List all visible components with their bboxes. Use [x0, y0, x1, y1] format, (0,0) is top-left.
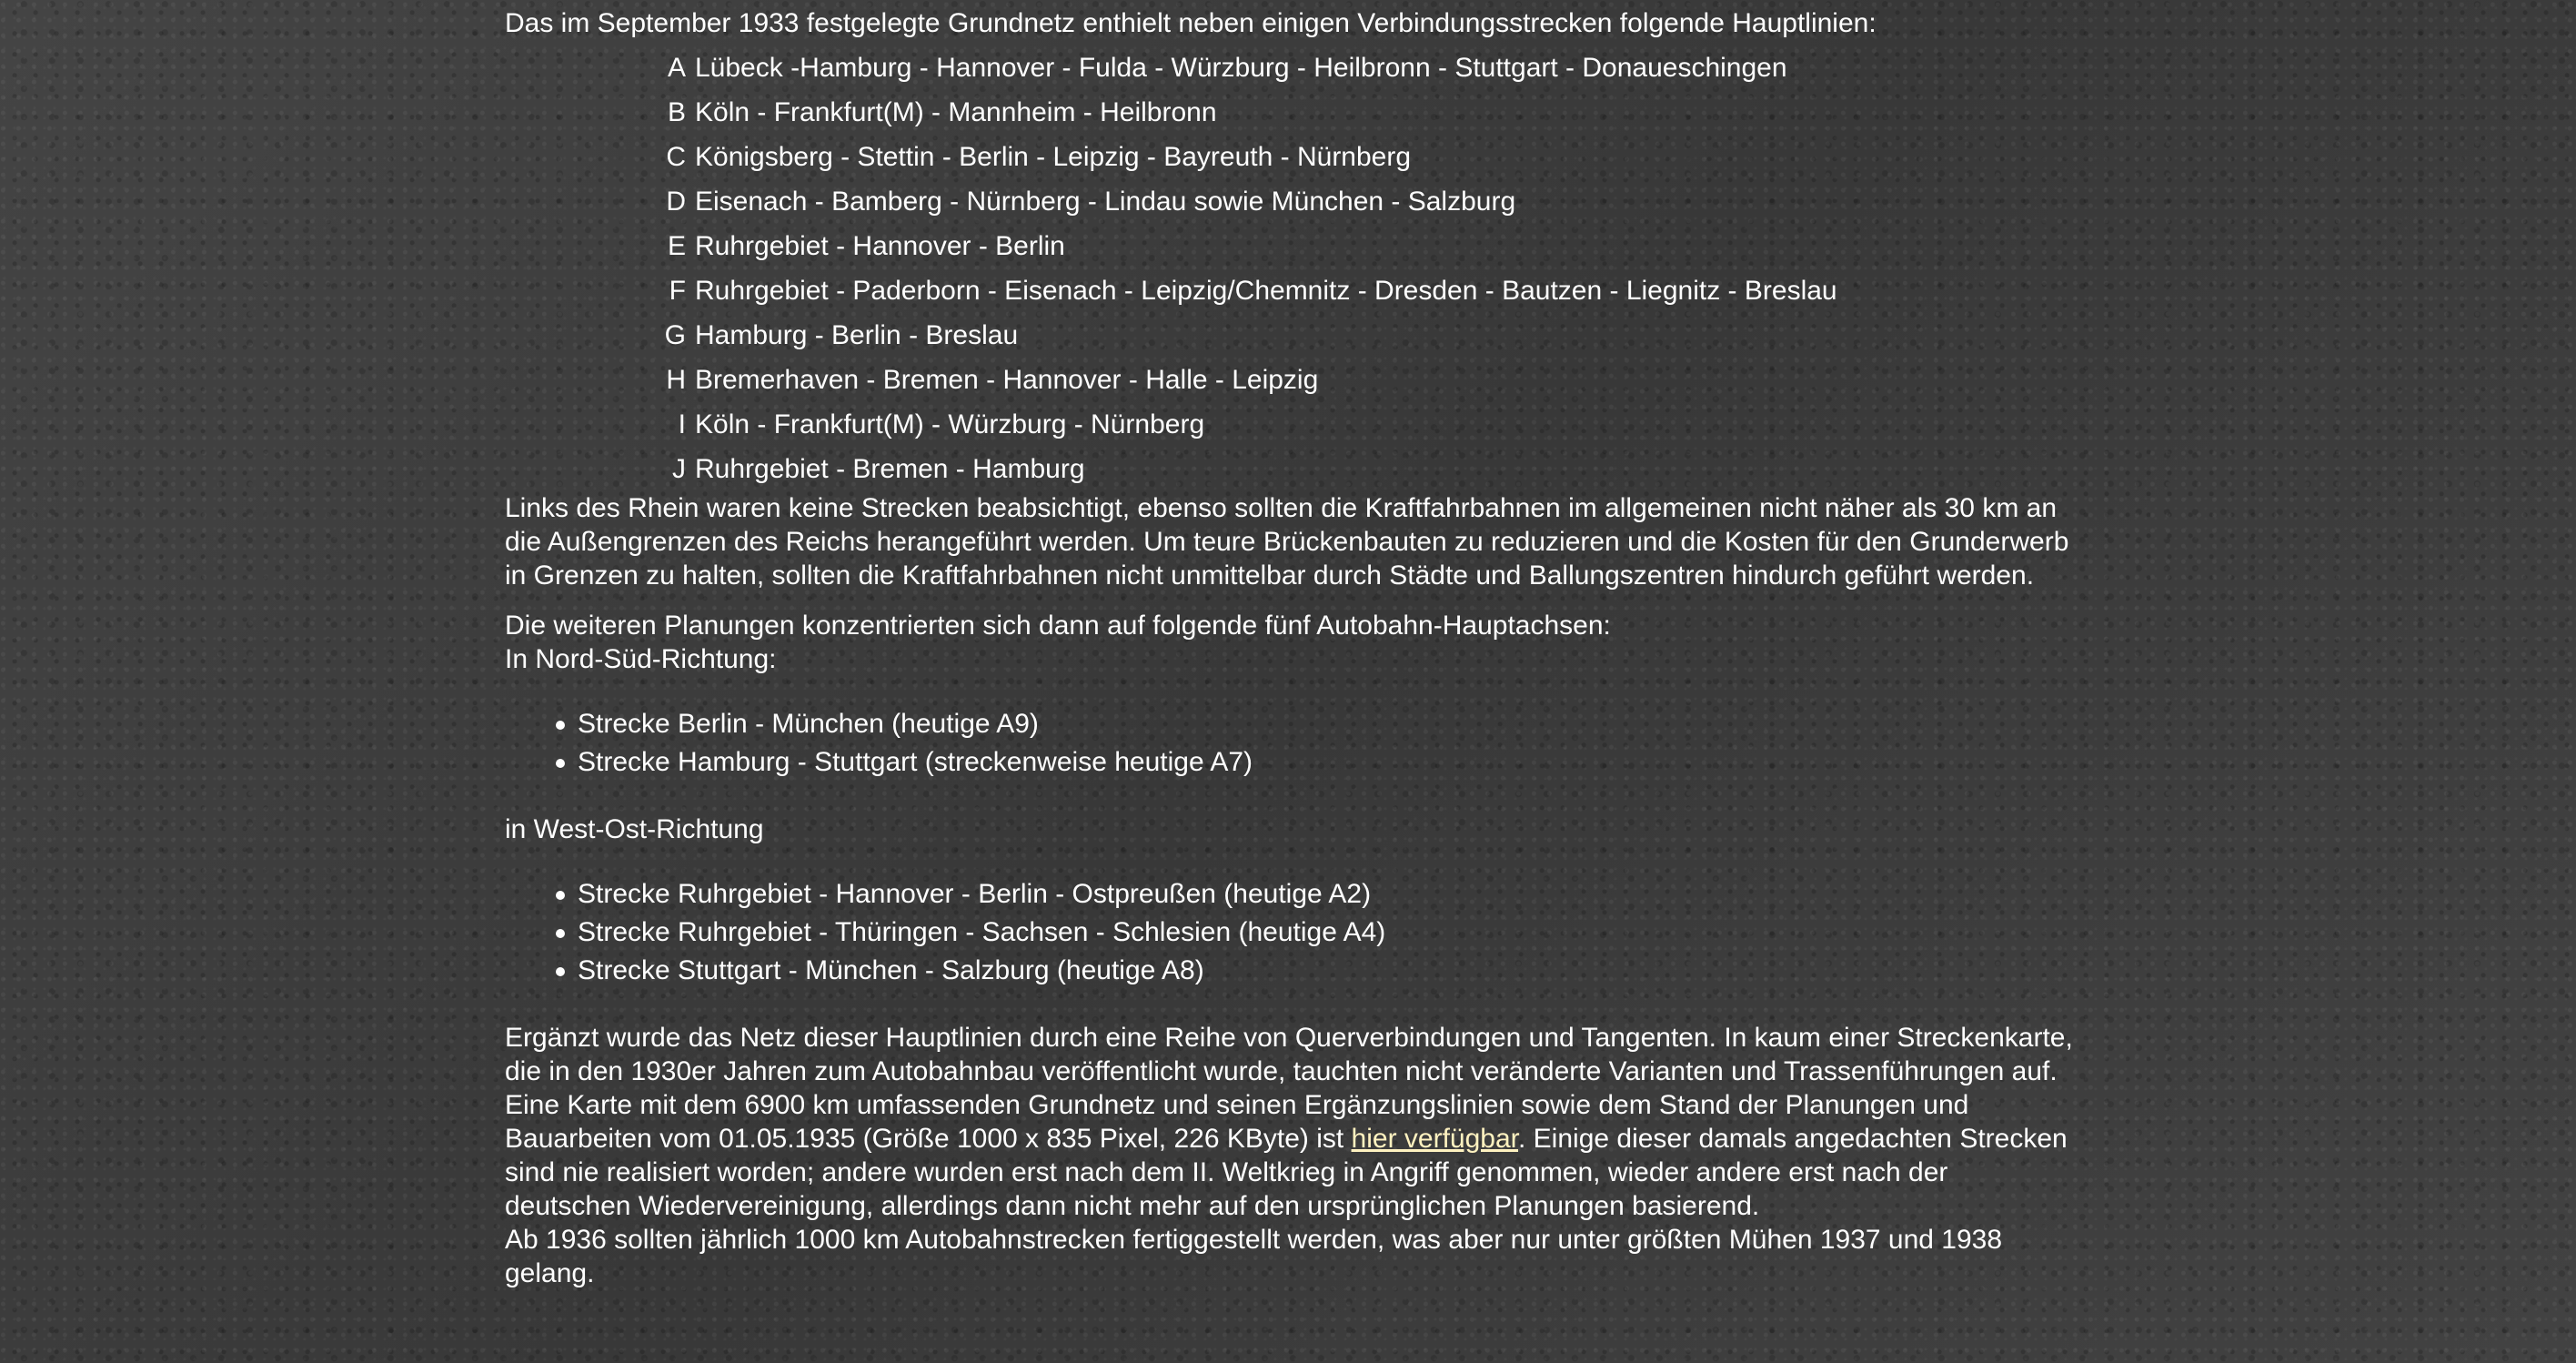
- list-item: Strecke Berlin - München (heutige A9): [578, 705, 2078, 743]
- route-text: Hamburg - Berlin - Breslau: [695, 320, 1019, 350]
- route-text: Königsberg - Stettin - Berlin - Leipzig - Bayreuth - Nürnberg: [695, 142, 1412, 172]
- list-item: Strecke Stuttgart - München - Salzburg (heutige A8): [578, 952, 2078, 990]
- route-letter: H: [666, 365, 686, 395]
- route-letter: G: [664, 320, 686, 350]
- west-east-heading: in West-Ost-Richtung: [505, 814, 764, 844]
- route-letter: E: [667, 231, 686, 261]
- route-list: [505, 45, 2078, 491]
- route-letter: B: [667, 97, 686, 127]
- closing-line2-end: . Einige dieser damals angedachten Strecken sind nie realisiert worden; andere wurden erst nach dem II. Weltkrieg in Angriff genommen, wieder andere erst nach der deutschen Wiedervereinigung, allerdings dann nicht mehr auf den ursprünglichen Planungen basierend.: [505, 1124, 2068, 1221]
- west-east-list: [505, 875, 2078, 990]
- route-text: Ruhrgebiet - Hannover - Berlin: [695, 231, 1065, 261]
- route-item-e: [505, 224, 2078, 268]
- north-south-list: [505, 705, 2078, 782]
- closing-line2-start: Eine Karte mit dem 6900 km umfassenden Grundnetz und seinen Ergänzungslinien sowie dem Stand der Planungen und Bauarbeiten vom 01.05.1935 (Größe 1000 x 835 Pixel, 226 KByte) ist: [505, 1090, 1969, 1154]
- route-item-b: [505, 90, 2078, 135]
- planning-intro: Die weiteren Planungen konzentrierten sich dann auf folgende fünf Autobahn-Hauptachsen:: [505, 611, 1611, 641]
- route-item-f: [505, 268, 2078, 313]
- route-item-j: [505, 447, 2078, 491]
- route-item-h: [505, 358, 2078, 402]
- closing-paragraph: [505, 1021, 2078, 1290]
- list-item: Strecke Hamburg - Stuttgart (streckenweise heutige A7): [578, 743, 2078, 782]
- list-item: Strecke Ruhrgebiet - Thüringen - Sachsen - Schlesien (heutige A4): [578, 914, 2078, 952]
- intro-text: Das im September 1933 festgelegte Grundnetz enthielt neben einigen Verbindungsstrecken folgende Hauptlinien:: [505, 8, 1877, 38]
- rhein-paragraph: Links des Rhein waren keine Strecken beabsichtigt, ebenso sollten die Kraftfahrbahnen im allgemeinen nicht näher als 30 km an die Außengrenzen des Reichs herangeführt werden. Um teure Brückenbauten zu reduzieren und die Kosten für den Grunderwerb in Grenzen zu halten, sollten die Kraftfahrbahnen nicht unmittelbar durch Städte und Ballungszentren hindurch geführt werden.: [505, 493, 2069, 591]
- route-text: Lübeck -Hamburg - Hannover - Fulda - Würzburg - Heilbronn - Stuttgart - Donaueschingen: [695, 53, 1787, 83]
- route-text: Bremerhaven - Bremen - Hannover - Halle - Leipzig: [695, 365, 1319, 395]
- route-text: Köln - Frankfurt(M) - Mannheim - Heilbronn: [695, 97, 1217, 127]
- route-item-c: [505, 135, 2078, 179]
- route-letter: D: [666, 187, 686, 217]
- route-letter: I: [678, 409, 686, 439]
- route-text: Ruhrgebiet - Paderborn - Eisenach - Leipzig/Chemnitz - Dresden - Bautzen - Liegnitz - Breslau: [695, 276, 1837, 306]
- map-link[interactable]: hier verfügbar: [1351, 1124, 1518, 1154]
- route-letter: A: [667, 53, 686, 83]
- route-item-a: [505, 45, 2078, 90]
- route-text: Ruhrgebiet - Bremen - Hamburg: [695, 454, 1085, 484]
- north-south-heading: In Nord-Süd-Richtung:: [505, 644, 777, 674]
- route-text: Köln - Frankfurt(M) - Würzburg - Nürnberg: [695, 409, 1205, 439]
- route-letter: J: [672, 454, 686, 484]
- article-body: [505, 6, 2078, 1290]
- closing-line3: Ab 1936 sollten jährlich 1000 km Autobahnstrecken fertiggestellt werden, was aber nur unter größten Mühen 1937 und 1938 gelang.: [505, 1225, 2003, 1288]
- route-item-d: [505, 179, 2078, 224]
- route-letter: F: [669, 276, 686, 306]
- route-letter: C: [666, 142, 686, 172]
- closing-line1: Ergänzt wurde das Netz dieser Hauptlinien durch eine Reihe von Querverbindungen und Tangenten. In kaum einer Streckenkarte, die in den 1930er Jahren zum Autobahnbau veröffentlicht wurde, tauchten nicht veränderte Varianten und Trassenführungen auf.: [505, 1023, 2073, 1086]
- route-text: Eisenach - Bamberg - Nürnberg - Lindau sowie München - Salzburg: [695, 187, 1516, 217]
- route-item-i: [505, 402, 2078, 447]
- list-item: Strecke Ruhrgebiet - Hannover - Berlin - Ostpreußen (heutige A2): [578, 875, 2078, 914]
- route-item-g: [505, 313, 2078, 358]
